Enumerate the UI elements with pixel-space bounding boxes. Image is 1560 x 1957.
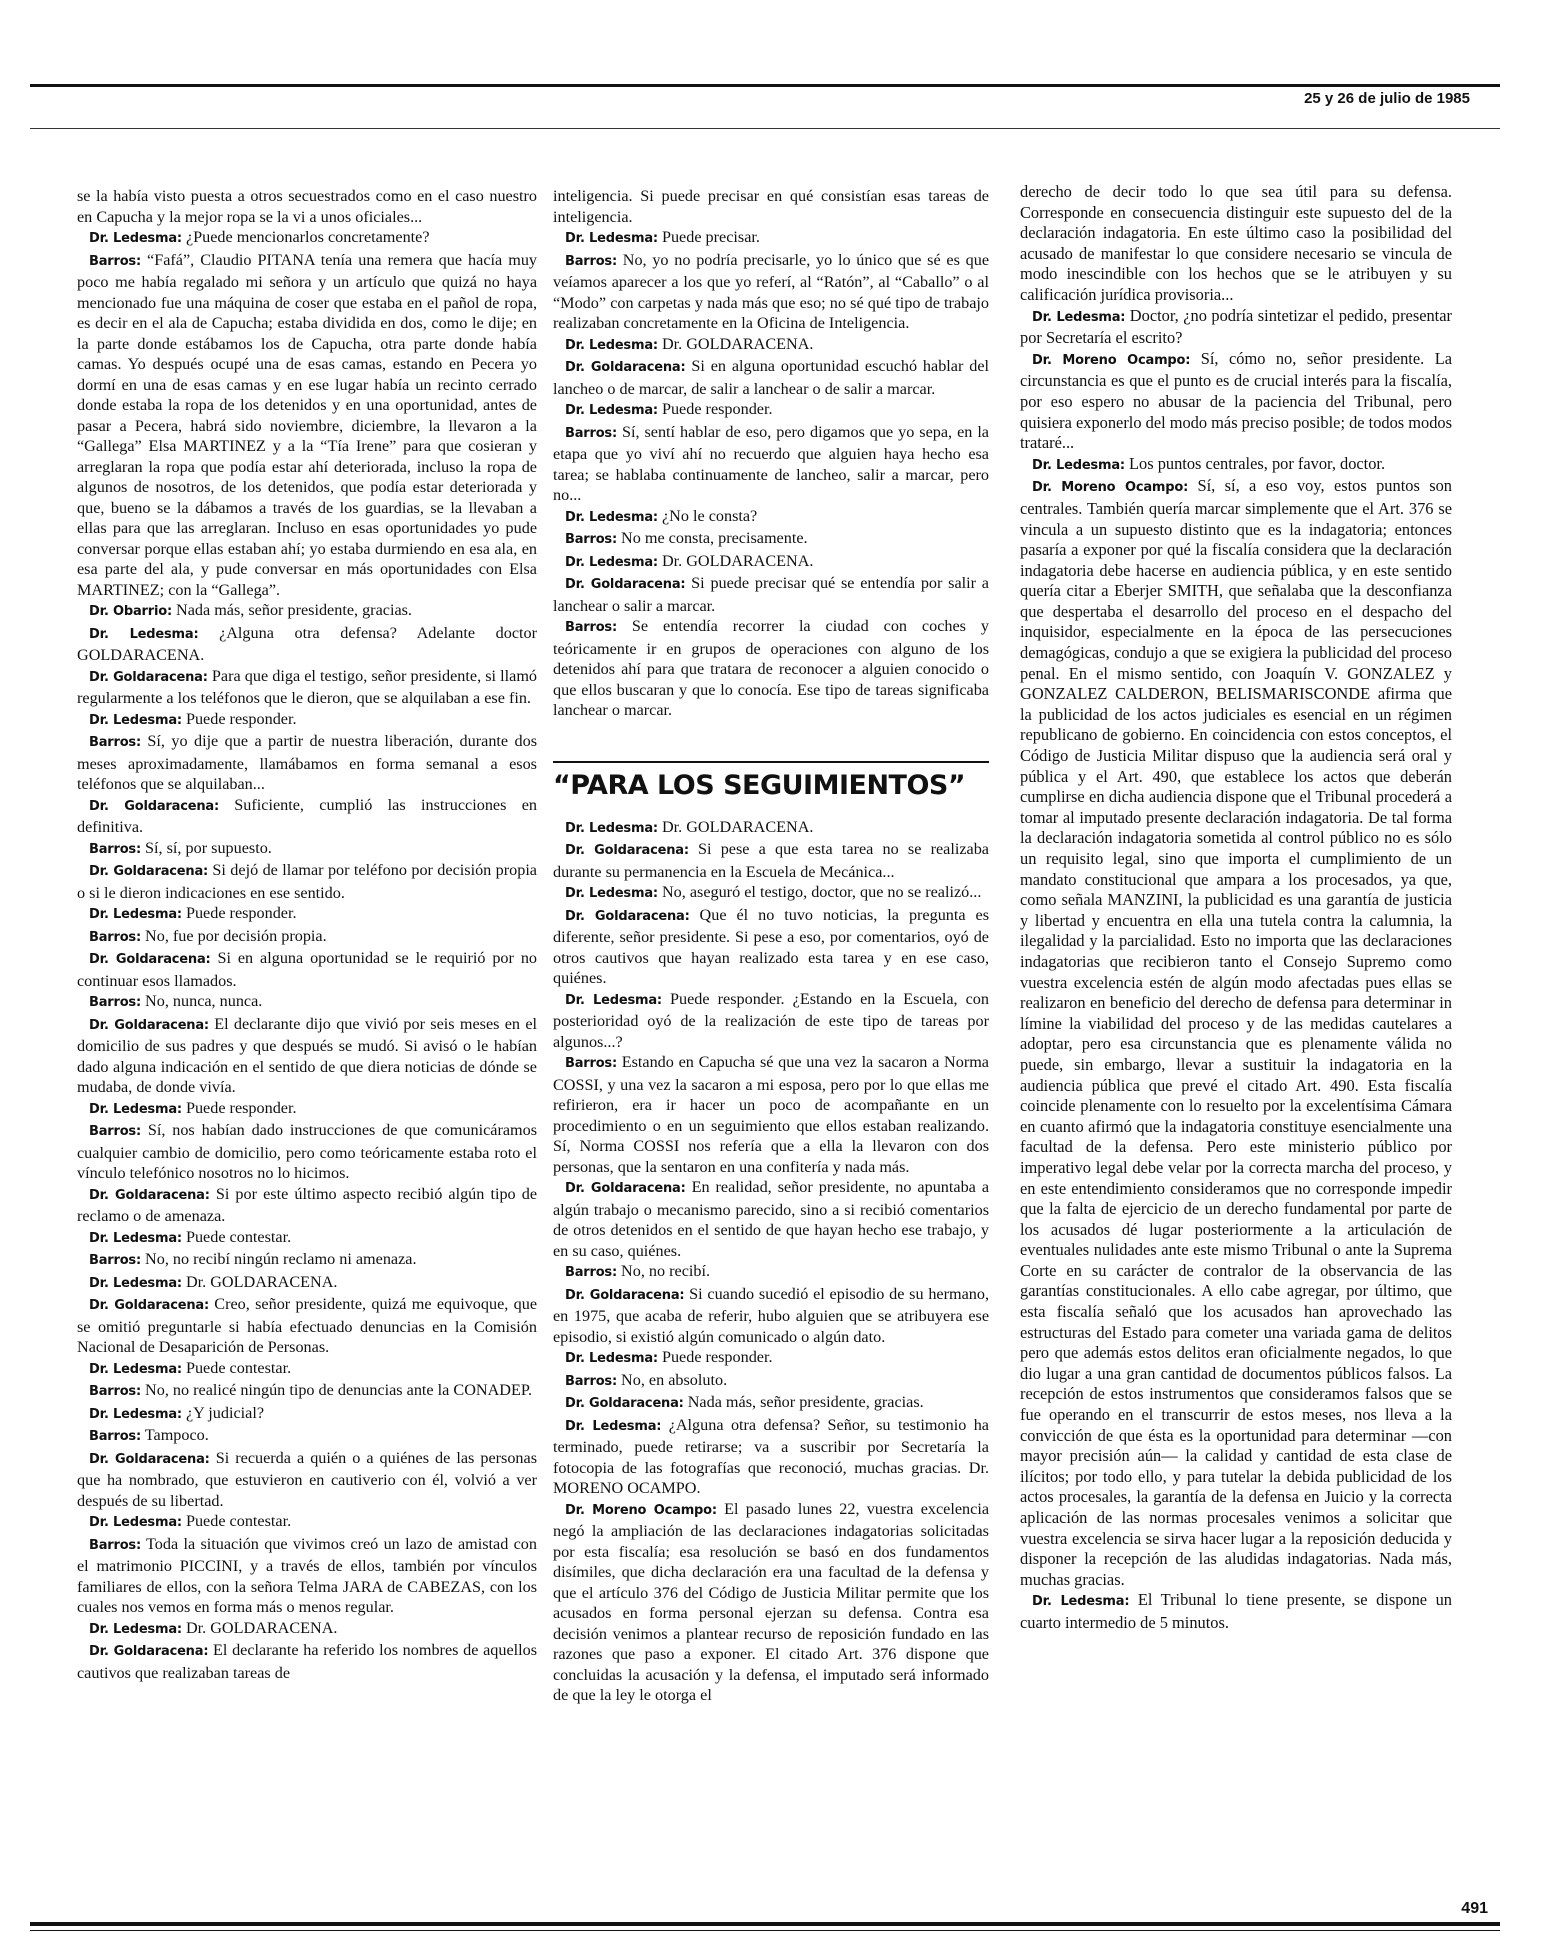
section-heading-block [553,761,989,803]
speech-text: Si puede precisar qué se entendía por salir a lanchear o salir a marcar. [553,574,989,615]
transcript-paragraph [553,334,989,357]
speech-text: El declarante dijo que vivió por seis meses en el domicilio de sus padres y que después se mudó. Si avisó o le habían dado alguna indicación en el sentido de que diera noticias de dónde se mudaba, de donde vivía. [77,1014,537,1096]
transcript-paragraph [77,227,537,250]
speaker-label: Barros: [565,1373,617,1389]
transcript-paragraph [553,1370,989,1393]
transcript-paragraph [77,1014,537,1098]
speech-text: Puede contestar. [185,1512,292,1530]
transcript-paragraph [553,989,989,1053]
transcript-paragraph [77,948,537,991]
section-title: “PARA LOS SEGUIMIENTOS” [553,769,966,801]
speaker-label: Dr. Goldaracena: [89,1451,210,1467]
transcript-paragraph [77,1272,537,1295]
speech-text: Sí, sentí hablar de eso, pero digamos que yo sepa, en la etapa que yo viví ahí no recuerdo que alguien haya hecho esa tarea; se hablaba continuamente de lancheo, salir a marcar, pero no... [553,422,989,504]
transcript-paragraph [1020,306,1452,349]
column-2-top [553,186,989,721]
column-2-bottom [553,817,989,1706]
speech-text: ¿Puede mencionarlos concretamente? [185,228,430,246]
speech-text: Para que diga el testigo, señor presidente, si llamó regularmente a los teléfonos que le dieron, que se alquilaban a ese fin. [77,666,538,707]
speaker-label: Barros: [89,1253,141,1268]
speech-text: Puede responder. [661,1348,773,1366]
text-column-1 [77,186,537,1683]
speaker-label: Barros: [565,532,617,547]
speaker-label: Dr. Moreno Ocampo: [1032,480,1189,496]
speech-text: No, no recibí ningún reclamo ni amenaza. [145,1250,417,1268]
transcript-paragraph [77,1448,537,1512]
speech-text: El pasado lunes 22, vuestra excelencia negó la ampliación de las declaraciones indagatorias solicitadas por esta fiscalía; esa resolución se basó en dos fundamentos disímiles, que dicha declaración era una facultad de la defensa y que el artículo 376 del Código de Justicia Militar permite que los acusados en forma personal ejerzan su defensa. Contra esa decisión venimos a plantear recurso de reposición fundado en las razones que paso a exponer. El citado Art. 376 dispone que concluidas la acusación y la defensa, el imputado será informado de que la ley le otorga el [553,1499,990,1704]
transcript-paragraph [553,422,989,506]
transcript-paragraph [553,227,989,250]
speaker-label: Dr. Ledesma: [565,403,658,418]
speech-text: ¿Alguna otra defensa? Adelante doctor GOLDARACENA. [77,623,537,664]
speech-text: Se entendía recorrer la ciudad con coches y teóricamente ir en grupos de operaciones con alguno de los detenidos ahí para que tratara de reconocer a alguien conocido o que ellos buscaran y que lo conocía. Ese tipo de tareas significaba lanchear o marcar. [553,617,989,719]
transcript-paragraph [77,1249,537,1272]
speaker-label: Dr. Ledesma: [89,231,182,246]
speech-text: Si pese a que esta tarea no se realizaba durante su permanencia en la Escuela de Mecánica... [553,840,989,881]
speaker-label: Dr. Goldaracena: [565,908,690,924]
transcript-paragraph [77,709,537,732]
transcript-paragraph [77,731,537,795]
speaker-label: Barros: [89,1537,141,1553]
transcript-paragraph [77,1294,537,1358]
speech-text: Si cuando sucedió el episodio de su hermano, en 1975, que acaba de referir, hubo alguien que se atribuyera ese episodio, si existió algún comunicado o algún dato. [553,1284,989,1346]
transcript-paragraph [1020,182,1452,306]
header-rule-thick [30,84,1500,87]
speaker-label: Barros: [89,995,141,1010]
transcript-paragraph [1020,476,1452,1590]
transcript-paragraph [553,905,989,989]
speaker-label: Dr. Ledesma: [565,1418,662,1434]
speaker-label: Barros: [89,1429,141,1444]
speaker-label: Barros: [565,1265,617,1280]
transcript-paragraph [553,506,989,529]
speech-text: No, fue por decisión propia. [145,926,327,945]
transcript-paragraph [77,1380,537,1403]
speaker-label: Dr. Moreno Ocampo: [1032,352,1191,368]
transcript-paragraph [77,926,537,949]
transcript-paragraph [77,186,537,227]
speech-text: ¿Alguna otra defensa? Señor, su testimonio ha terminado, puede retirarse; va a suscribir por Secretaría la fotocopia de las fotografías que reconoció, muchas gracias. Dr. MORENO OCAMPO. [553,1415,989,1497]
transcript-paragraph [553,1392,989,1415]
transcript-paragraph [77,1120,537,1184]
speaker-label: Dr. Moreno Ocampo: [565,1502,717,1518]
speech-text: Si dejó de llamar por teléfono por decisión propia o si le dieron indicaciones en ese sentido. [77,861,537,902]
speech-text: No, no realicé ningún tipo de denuncias ante la CONADEP. [145,1381,533,1399]
speaker-label: Dr. Ledesma: [565,1351,658,1366]
speaker-label: Barros: [89,1384,141,1399]
speaker-label: Dr. Ledesma: [89,1101,182,1117]
speech-text: Dr. GOLDARACENA. [661,551,814,570]
transcript-paragraph [553,186,989,227]
transcript-paragraph [553,1284,989,1348]
transcript-paragraph [1020,1590,1452,1633]
transcript-paragraph [553,817,989,840]
speaker-label: Dr. Goldaracena: [565,843,689,858]
transcript-paragraph [77,1618,537,1641]
speaker-label: Dr. Ledesma: [89,1361,182,1377]
transcript-paragraph [553,1261,989,1284]
speech-text: Que él no tuvo noticias, la pregunta es diferente, señor presidente. Si pese a eso, por comentarios, oyó de otros cautivos que hayan realizado esta tarea y en ese caso, quiénes. [553,905,990,987]
speaker-label: Barros: [565,253,617,269]
transcript-paragraph [77,1425,537,1448]
speaker-label: Dr. Ledesma: [565,886,658,901]
issue-date: 25 y 26 de julio de 1985 [1304,90,1470,107]
speech-text: Sí, sí, por supuesto. [145,838,272,857]
speech-text: “Fafá”, Claudio PITANA tenía una remera que hacía muy poco me había regalado mi señora y un artículo que quizá no haya mencionado fue una máquina de coser que estaba en el pañol de ropa, es decir en el ala de Capucha; estaba dividida en dos, como le dije; en la parte donde estábamos los de Capucha, otra parte donde había camas. Yo después ocupé una de esas camas, estando en Pecera yo dormí en una de esas camas y en ese lugar había un recinto cerrado donde estaba la ropa de los detenidos y en una oportunidad, antes de pasar a Pecera, habrá sido noviembre, diciembre, la llevaron a la “Gallega” Elsa MARTINEZ y a la “Tía Irene” para que cosieran y arreglaran la ropa que podía estar ahí deteriorada, incluso la ropa de algunos de nosotros, de los detenidos, que podía estar deteriorada y que, bueno se la dábamos a través de los guardias, se la llevaban a ellas para que las arreglaran. Incluso en esas oportunidades yo pude conversar porque ellas estaban ahí; yo estaba durmiendo en esa ala, en esa parte del ala, y pude conversar en más oportunidades con Elsa MARTINEZ; con la “Gallega”. [77,250,538,599]
speech-text: Estando en Capucha sé que una vez la sacaron a Norma COSSI, y una vez la sacaron a mi esposa, pero por lo que ellas me refirieron, era ir hacer un poco de acompañante en un procedimiento o en un seguimiento que ellos estaban realizando. Sí, Norma COSSI nos refería que a ella la llevaron con dos personas, que la sentaron en una confitería y nada más. [553,1053,989,1176]
speaker-label: Dr. Ledesma: [565,337,658,353]
speaker-label: Dr. Goldaracena: [89,798,219,814]
text-column-2 [553,186,989,1706]
speech-text: Puede responder. [185,1098,297,1117]
transcript-paragraph [77,666,537,709]
speaker-label: Dr. Ledesma: [89,1275,182,1291]
speaker-label: Dr. Ledesma: [565,820,658,836]
speaker-label: Dr. Goldaracena: [89,864,209,879]
transcript-paragraph [553,616,989,721]
speech-text: Puede responder. [185,904,297,922]
speaker-label: Dr. Ledesma: [89,907,182,922]
speaker-label: Dr. Goldaracena: [89,952,211,967]
transcript-paragraph [553,528,989,551]
speech-text: Dr. GOLDARACENA. [185,1618,338,1637]
transcript-paragraph [77,1358,537,1381]
footer-rule-thin [30,1930,1500,1931]
speech-text: Dr. GOLDARACENA. [661,817,814,836]
speech-text: No, no recibí. [621,1262,711,1280]
speaker-label: Dr. Ledesma: [1032,1594,1130,1610]
speaker-label: Dr. Goldaracena: [565,360,686,375]
speaker-label: Barros: [89,1124,141,1139]
speaker-label: Dr. Goldaracena: [89,669,208,685]
speaker-label: Dr. Goldaracena: [89,1644,209,1659]
transcript-paragraph [1020,349,1452,454]
speech-text: Si recuerda a quién o a quiénes de las personas que ha nombrado, que estuvieron en cautiverio con él, volvió a ver después de su libertad. [77,1448,538,1510]
transcript-paragraph [77,1534,537,1618]
speech-text: Puede precisar. [661,228,760,246]
speech-text: Si por este último aspecto recibió algún tipo de reclamo o de amenaza. [77,1184,537,1225]
section-rule [553,761,989,763]
transcript-paragraph [77,623,537,666]
transcript-paragraph [77,903,537,926]
speaker-label: Barros: [89,841,141,857]
speech-text: Puede responder. ¿Estando en la Escuela, con posterioridad oyó de la realización de este tipo de tareas por algunos...? [553,989,989,1051]
speaker-label: Barros: [565,1056,617,1071]
transcript-paragraph [553,1347,989,1370]
speech-text: No, en absoluto. [621,1370,728,1389]
transcript-paragraph [77,795,537,838]
speech-text: ¿No le consta? [661,506,758,525]
transcript-paragraph [77,1511,537,1534]
speaker-label: Dr. Ledesma: [89,1515,182,1530]
speech-text: Dr. GOLDARACENA. [661,334,814,353]
speech-text: Suficiente, cumplió las instrucciones en definitiva. [77,795,537,836]
speech-text: ¿Y judicial? [185,1403,265,1422]
speech-text: Sí, yo dije que a partir de nuestra liberación, durante dos meses aproximadamente, llamábamos en forma semanal a esos teléfonos que se alquilaban... [77,732,538,793]
transcript-paragraph [553,1415,989,1499]
transcript-paragraph [553,250,989,334]
transcript-paragraph [553,399,989,422]
speaker-label: Dr. Goldaracena: [565,577,686,592]
speaker-label: Barros: [565,425,617,441]
transcript-paragraph [77,600,537,623]
speech-text: No me consta, precisamente. [621,529,808,547]
transcript-paragraph [553,1052,989,1177]
speaker-label: Dr. Ledesma: [89,1230,182,1246]
speaker-label: Dr. Goldaracena: [89,1187,210,1203]
transcript-paragraph [553,573,989,616]
speech-text: No, yo no podría precisarle, yo lo único que sé es que veíamos aparecer a los que yo referí, al “Ratón”, al “Caballo” o al “Modo” con carpetas y nada más que eso; no sé qué tipo de trabajo realizaban concretamente en la Oficina de Inteligencia. [553,250,989,332]
speech-text: Sí, sí, a eso voy, estos puntos son centrales. También quería marcar simplemente que el Art. 376 se vincula a un supuesto distinto que es la indagatoria; entonces pasaría a exponer por qué la fiscalía considera que la declaración indagatoria debe hacerse en audiencia pública, y en este sentido quería citar a Eberjer SMITH, que señalaba que la desconfianza que despertaba el desarrollo del proceso en el despacho del inquisidor, especialmente en la época de las persecuciones demagógicas, condujo a que se exigiera la publicidad del proceso penal. En el mismo sentido, con Joaquín V. GONZALEZ y GONZALEZ CALDERON, BELISMARISCONDE afirma que la publicidad de los actos judiciales es esencial en un régimen republicano de gobierno. En coincidencia con estos conceptos, el Código de Justicia Militar dispuso que la audiencia será oral y pública y el Art. 490, que establece los actos que deberán cumplirse en dicha audiencia dispone que el Tribunal procederá a tomar al imputado presente declaración indagatoria. De tal forma la declaración indagatoria sometida al control público no es sólo un requisito legal, sino que importa el cumplimiento de un mandato constitucional que ampara a los procesados, ya que, como señala MANZINI, la publicidad es una garantía de justicia y libertad y encuentra en ella una tutela contra la calumnia, la ilegalidad y la parcialidad. Esto no importa que las declaraciones indagatorias que recibieron tanto el Consejo Supremo como vuestra excelencia estén de algún modo afectadas pues ellas se realizaron en beneficio del derecho de defensa para determinar in límine la viabilidad del proceso y de las medidas cautelares a adoptar, pero esa circunstancia que es plenamente válida no puede, sin embargo, llevar a sustituir la indagatoria en la audiencia pública que prevé el citado Art. 490. Esta fiscalía coincide plenamente con lo resuelto por la excelentísima Cámara en cuanto afirmó que la indagatoria constituye esencialmente una facultad de la defensa. Pero este ministerio público por imperativo legal debe velar por la correcta marcha del proceso, y en este entendimiento consideramos que no corresponde impedir que la falta de ejercicio de un derecho fundamental por parte de los acusados dé lugar posteriormente a la articulación de eventuales nulidades ante este mismo Tribunal o ante la Suprema Corte en su carácter de contralor de la observancia de las garantías constitucionales. A ello cabe agregar, por último, que esta fiscalía señaló que los acusados han aprovechado las estructuras del Estado para cometer una variada gama de delitos pero que además estos delitos eran oficialmente negados, lo que dio lugar a una gran cantidad de documentos públicos falsos. La recepción de estos instrumentos que consideramos falsos que se fue operando en el transcurrir de estos meses, nos lleva a la convicción de que ésta es la oportunidad para determinar —con mayor precisión aún— la calidad y cantidad de esta clase de ilícitos; por todo ello, y para tutelar la debida publicidad de los actos procesales, la garantía de la defensa en Juicio y la correcta aplicación de las normas procesales venimos a solicitar que vuestra excelencia se sirva hacer lugar a la reposición deducida y disponer la recepción de las aludidas indagatorias. Nada más, muchas gracias. [1020,476,1452,1589]
speech-text: Puede responder. [661,400,773,418]
transcript-paragraph [77,250,537,601]
transcript-paragraph [77,1403,537,1426]
transcript-paragraph [77,1227,537,1250]
speech-text: Sí, nos habían dado instrucciones de que comunicáramos cualquier cambio de domicilio, pero como teóricamente estaba roto el vínculo telefónico nosotros no lo hicimos. [77,1121,537,1182]
header-rule-thin [30,128,1500,129]
transcript-paragraph [553,356,989,399]
speech-text: Creo, señor presidente, quizá me equivoque, que se omitió preguntarle si había efectuado denuncias en la Comisión Nacional de Desaparición de Personas. [77,1295,538,1356]
speaker-label: Dr. Ledesma: [89,626,199,642]
speech-text: Dr. GOLDARACENA. [185,1272,338,1291]
speech-text: No, nunca, nunca. [145,992,263,1010]
speech-text: Doctor, ¿no podría sintetizar el pedido, presentar por Secretaría el escrito? [1020,305,1452,348]
speaker-label: Dr. Ledesma: [89,712,182,728]
speech-text: Sí, cómo no, señor presidente. La circunstancia es que el punto es de crucial interés para la fiscalía, por eso espero no abusar de la paciencia del Tribunal, pero quisiera exponerlo del modo más preciso posible; de todos modos trataré... [1020,348,1452,453]
speaker-label: Dr. Ledesma: [565,231,658,246]
speaker-label: Dr. Ledesma: [1032,457,1125,473]
speech-text: Si en alguna oportunidad se le requirió por no continuar esos llamados. [77,949,538,990]
speaker-label: Dr. Ledesma: [565,554,658,570]
speech-text: inteligencia. Si puede precisar en qué consistían esas tareas de inteligencia. [553,187,989,226]
speaker-label: Dr. Goldaracena: [565,1396,684,1411]
transcript-paragraph [553,1499,989,1706]
speech-text: Puede contestar. [185,1227,292,1246]
speaker-label: Dr. Ledesma: [1032,309,1126,325]
transcript-paragraph [553,882,989,905]
speaker-label: Dr. Goldaracena: [565,1287,685,1303]
speaker-label: Dr. Ledesma: [565,509,658,525]
page-number: 491 [1461,1900,1488,1917]
transcript-paragraph [77,860,537,903]
speech-text: Nada más, señor presidente, gracias. [687,1393,924,1411]
speech-text: No, aseguró el testigo, doctor, que no se realizó... [661,883,982,901]
speaker-label: Dr. Ledesma: [565,992,662,1008]
speech-text: Si en alguna oportunidad escuchó hablar del lancheo o de marcar, de salir a lanchear o de salir a marcar. [553,357,990,398]
transcript-paragraph [1020,454,1452,477]
speech-text: Puede contestar. [185,1358,292,1377]
speech-text: El declarante ha referido los nombres de aquellos cautivos que realizaban tareas de [77,1641,538,1682]
transcript-paragraph [77,838,537,861]
speaker-label: Dr. Ledesma: [89,1621,182,1637]
footer-rule-thick [30,1922,1500,1926]
speaker-label: Dr. Goldaracena: [565,1181,686,1196]
speech-text: Los puntos centrales, por favor, doctor. [1129,453,1386,473]
speech-text: El Tribunal lo tiene presente, se dispone un cuarto intermedio de 5 minutos. [1020,1590,1452,1632]
transcript-paragraph [553,839,989,882]
speech-text: Nada más, señor presidente, gracias. [176,601,412,619]
speech-text: Toda la situación que vivimos creó un lazo de amistad con el matrimonio PICCINI, y a través de ellos, también por vínculos familiares de ellos, con la señora Telma JARA de CABEZAS, con los cuales nos vemos en forma más o menos regular. [77,1534,537,1616]
speaker-label: Barros: [565,620,617,635]
speaker-label: Dr. Ledesma: [89,1406,182,1422]
speaker-label: Dr. Goldaracena: [89,1298,209,1313]
speaker-label: Barros: [89,253,141,269]
speaker-label: Barros: [89,929,141,945]
speaker-label: Barros: [89,735,141,750]
transcript-paragraph [77,1640,537,1683]
speaker-label: Dr. Goldaracena: [89,1017,209,1033]
transcript-paragraph [77,991,537,1014]
transcript-paragraph [77,1184,537,1227]
speech-text: En realidad, señor presidente, no apuntaba a algún trabajo o mecanismo parecido, sino a si recibió comentarios de otros detenidos en el sentido de que hayan hecho ese trabajo, y en su caso, quiénes. [553,1178,990,1260]
speaker-label: Dr. Obarrio: [89,604,172,619]
speech-text: derecho de decir todo lo que sea útil para su defensa. Corresponde en consecuencia distinguir este supuesto del de la declaración indagatoria. En este último caso la posibilidad del acusado de manifestar lo que considere necesario se vincula de modo inescindible con los hechos que se le atribuyen y su calificación jurídica provisoria... [1020,182,1452,304]
speech-text: Puede responder. [185,709,297,728]
speech-text: se la había visto puesta a otros secuestrados como en el caso nuestro en Capucha y la mejor ropa se la vi a unos oficiales... [77,187,537,226]
transcript-paragraph [553,551,989,574]
text-column-3 [1020,182,1452,1634]
transcript-paragraph [77,1098,537,1121]
speech-text: Tampoco. [144,1426,209,1444]
transcript-paragraph [553,1177,989,1261]
